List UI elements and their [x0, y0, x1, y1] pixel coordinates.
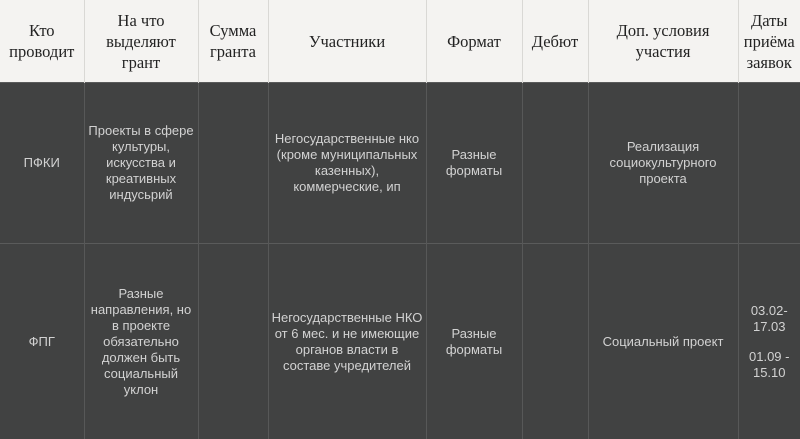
cell-dates [738, 83, 800, 244]
cell-conditions: Социальный проект [588, 244, 738, 439]
header-participants: Участники [268, 0, 426, 83]
cell-purpose: Разные направления, но в проекте обязательно должен быть социальный уклон [84, 244, 198, 439]
header-row [0, 0, 800, 83]
header-format: Формат [426, 0, 522, 83]
cell-amount [198, 244, 268, 439]
cell-dates [738, 244, 800, 439]
cell-debut [522, 244, 588, 439]
header-conditions: Доп. условия участия [588, 0, 738, 83]
cell-participants: Негосударственные нко (кроме муниципальных казенных), коммерческие, ип [268, 83, 426, 244]
header-amount: Сумма гранта [198, 0, 268, 83]
cell-organizer: ПФКИ [0, 83, 84, 244]
header-dates: Даты приёма заявок [738, 0, 800, 83]
table-row [0, 244, 800, 439]
cell-participants: Негосударственные НКО от 6 мес. и не имеющие органов власти в составе учредителей [268, 244, 426, 439]
header-purpose: На что выделяют грант [84, 0, 198, 83]
header-organizer: Кто проводит [0, 0, 84, 83]
cell-format: Разные форматы [426, 83, 522, 244]
cell-conditions: Реализация социокультурного проекта [588, 83, 738, 244]
cell-organizer: ФПГ [0, 244, 84, 439]
table-row [0, 83, 800, 244]
date-range: 01.09 - 15.10 [742, 349, 798, 381]
date-range: 03.02-17.03 [742, 303, 798, 335]
cell-format: Разные форматы [426, 244, 522, 439]
cell-debut [522, 83, 588, 244]
header-debut: Дебют [522, 0, 588, 83]
cell-purpose: Проекты в сфере культуры, искусства и креативных индусьрий [84, 83, 198, 244]
cell-amount [198, 83, 268, 244]
